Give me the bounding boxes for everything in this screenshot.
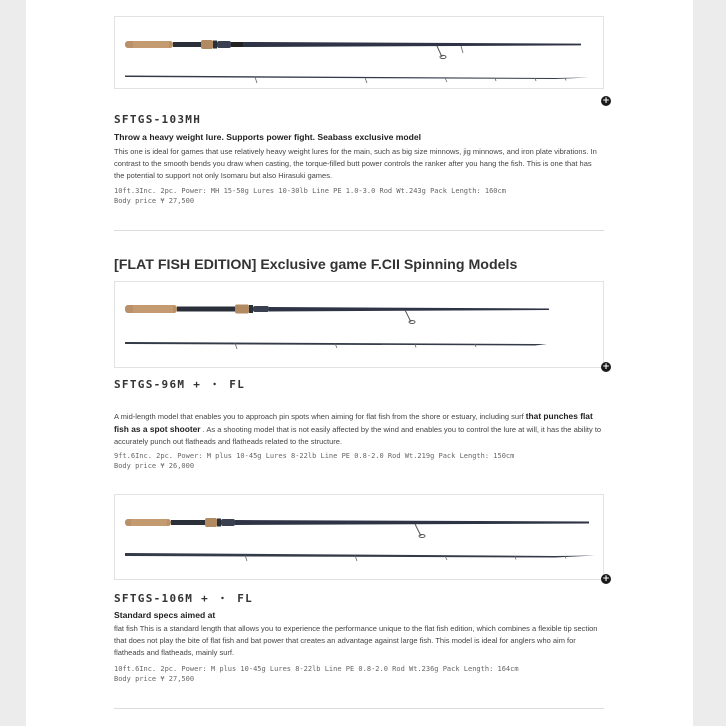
product-description: This one is ideal for games that use relatively heavy weight lures for the main, such as big size minnows, jig minnows, and iron plate vibrations. In contrast to the smooth bends you draw when casting, the torque-filled butt power controls the ranker after you hang the fish. This is one that has the potential to support not only Isomaru but also Hirasuki games. <box>114 147 597 180</box>
rod-image-frame <box>114 16 604 89</box>
model-name: SFTGS-96M + ・ FL <box>114 378 246 391</box>
rod-image-frame <box>114 281 604 368</box>
product-tagline: Throw a heavy weight lure. Supports power fight. Seabass exclusive model <box>114 132 422 142</box>
section-divider <box>114 708 604 709</box>
product-description <box>114 410 604 448</box>
product-spec: 9ft.6Inc. 2pc. Power: M plus 10-45g Lures 8-22lb Line PE 0.8-2.0 Rod Wt.219g Pack Length: 150cm <box>114 452 515 460</box>
rod-image <box>115 495 605 581</box>
description-highlight: that punches flat fish as a spot shooter <box>114 411 593 434</box>
product-price: Body price ¥ 27,500 <box>114 197 195 205</box>
product-price: Body price ¥ 27,500 <box>114 675 195 683</box>
product-description: flat fish This is a standard length that allows you to experience the performance unique to the flat fish edition, which combines a flexible tip section that does not play the bite of flat fish and bat power that creates an advantage against large fish. This model is ideal for anglers who aim for flatheads and flatheads, mainly surf. <box>114 624 598 657</box>
rod-image-frame <box>114 494 604 580</box>
model-name: SFTGS-103MH <box>114 113 202 126</box>
product-page <box>26 0 693 726</box>
model-name: SFTGS-106M + ・ FL <box>114 592 254 605</box>
description-text: A mid-length model that enables you to approach pin spots when aiming for flat fish from the shore or estuary, including surf <box>114 412 526 421</box>
product-spec: 10ft.3Inc. 2pc. Power: MH 15-50g Lures 10-30lb Line PE 1.0-3.0 Rod Wt.243g Pack Length: 160cm <box>114 187 506 195</box>
description-text: . As a shooting model that is not easily affected by the wind and enables you to control the lure at will, it has the ability to accurately punch out flatheads and flatheads related to the structure. <box>114 425 602 446</box>
product-price: Body price ¥ 26,000 <box>114 462 195 470</box>
rod-image <box>115 282 605 369</box>
left-gutter <box>0 0 26 726</box>
rod-image <box>115 17 605 90</box>
section-title: [FLAT FISH EDITION] Exclusive game F.CII Spinning Models <box>114 257 518 273</box>
product-tagline: Standard specs aimed at <box>114 610 216 620</box>
right-scroll-gutter <box>693 0 726 726</box>
plus-circle-icon[interactable]: + <box>602 96 610 106</box>
product-spec: 10ft.6Inc. 2pc. Power: M plus 10-45g Lures 8-22lb Line PE 0.8-2.0 Rod Wt.236g Pack Length: 164cm <box>114 665 519 673</box>
plus-circle-icon[interactable]: + <box>602 574 610 584</box>
plus-circle-icon[interactable]: + <box>602 362 610 372</box>
section-divider <box>114 230 604 231</box>
